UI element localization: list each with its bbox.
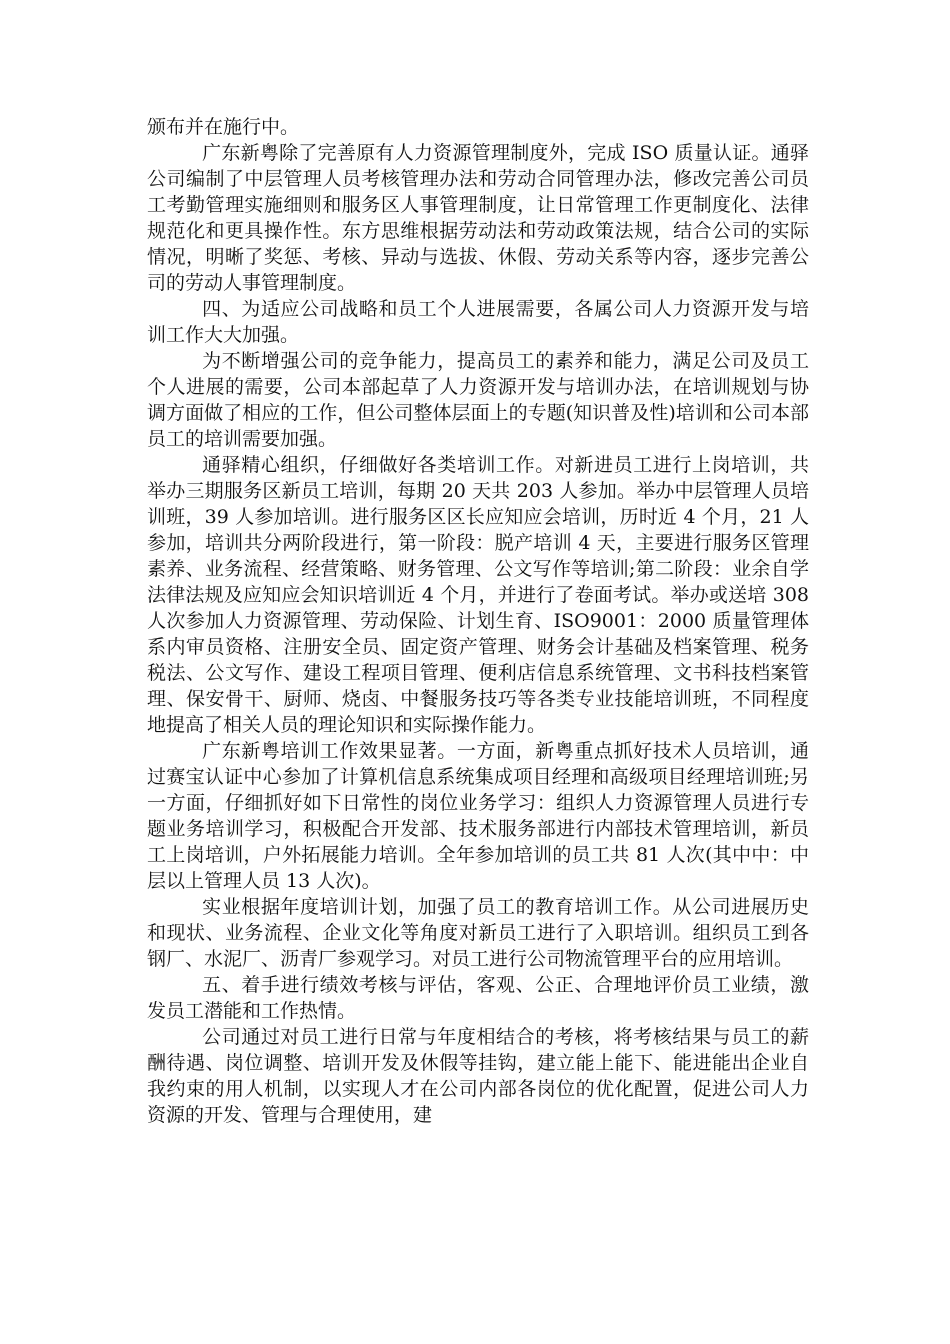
paragraph-1: 颁布并在施行中。: [147, 116, 300, 138]
paragraph-5: 广东新粤培训工作效果显著。一方面，新粤重点抓好技术人员培训，通过赛宝认证中心参加了计算机信息系统集成项目经理和高级项目经理培训班;另一方面，仔细抓好如下日常性的岗位业务学习：组织人力资源管理人员进行专题业务培训学习，积极配合开发部、技术服务部进行内部技术管理培训，新员工上岗培训，户外拓展能力培训。全年参加培训的员工共 81 人次(其中中：中层以上管理人员 13 人次)。: [147, 740, 809, 892]
paragraph-7: 公司通过对员工进行日常与年度相结合的考核，将考核结果与员工的薪酬待遇、岗位调整、培训开发及休假等挂钩，建立能上能下、能进能出企业自我约束的用人机制，以实现人才在公司内部各岗位的优化配置，促进公司人力资源的开发、管理与合理使用，建: [147, 1026, 809, 1126]
paragraph-6: 实业根据年度培训计划，加强了员工的教育培训工作。从公司进展历史和现状、业务流程、企业文化等角度对新员工进行了入职培训。组织员工到各钢厂、水泥厂、沥青厂参观学习。对员工进行公司物流管理平台的应用培训。: [147, 896, 809, 970]
paragraph-4: 通驿精心组织，仔细做好各类培训工作。对新进员工进行上岗培训，共举办三期服务区新员工培训，每期 20 天共 203 人参加。举办中层管理人员培训班，39 人参加培训。进行服务区区长应知应会培训，历时近 4 个月，21 人参加，培训共分两阶段进行，第一阶段：脱产培训 4 天，主要进行服务区管理素养、业务流程、经营策略、财务管理、公文写作等培训;第二阶段：业余自学法律法规及应知应会知识培训近 4 个月，并进行了卷面考试。举办或送培 308 人次参加人力资源管理、劳动保险、计划生育、ISO9001：2000 质量管理体系内审员资格、注册安全员、固定资产管理、财务会计基础及档案管理、税务税法、公文写作、建设工程项目管理、便利店信息系统管理、文书科技档案管理、保安骨干、厨师、烧卤、中餐服务技巧等各类专业技能培训班，不同程度地提高了相关人员的理论知识和实际操作能力。: [147, 454, 809, 736]
paragraph-2: 广东新粤除了完善原有人力资源管理制度外，完成 ISO 质量认证。通驿公司编制了中层管理人员考核管理办法和劳动合同管理办法，修改完善公司员工考勤管理实施细则和服务区人事管理制度，让日常管理工作更制度化、法律规范化和更具操作性。东方思维根据劳动法和劳动政策法规，结合公司的实际情况，明晰了奖惩、考核、异动与选拔、休假、劳动关系等内容，逐步完善公司的劳动人事管理制度。: [147, 142, 809, 294]
section-heading-4: 四、为适应公司战略和员工个人进展需要，各属公司人力资源开发与培训工作大大加强。: [147, 298, 809, 346]
document-page: [147, 114, 809, 1128]
section-heading-5: 五、着手进行绩效考核与评估，客观、公正、合理地评价员工业绩，激发员工潜能和工作热情。: [147, 974, 809, 1022]
paragraph-3: 为不断增强公司的竞争能力，提高员工的素养和能力，满足公司及员工个人进展的需要，公司本部起草了人力资源开发与培训办法，在培训规划与协调方面做了相应的工作，但公司整体层面上的专题(知识普及性)培训和公司本部员工的培训需要加强。: [147, 350, 809, 450]
